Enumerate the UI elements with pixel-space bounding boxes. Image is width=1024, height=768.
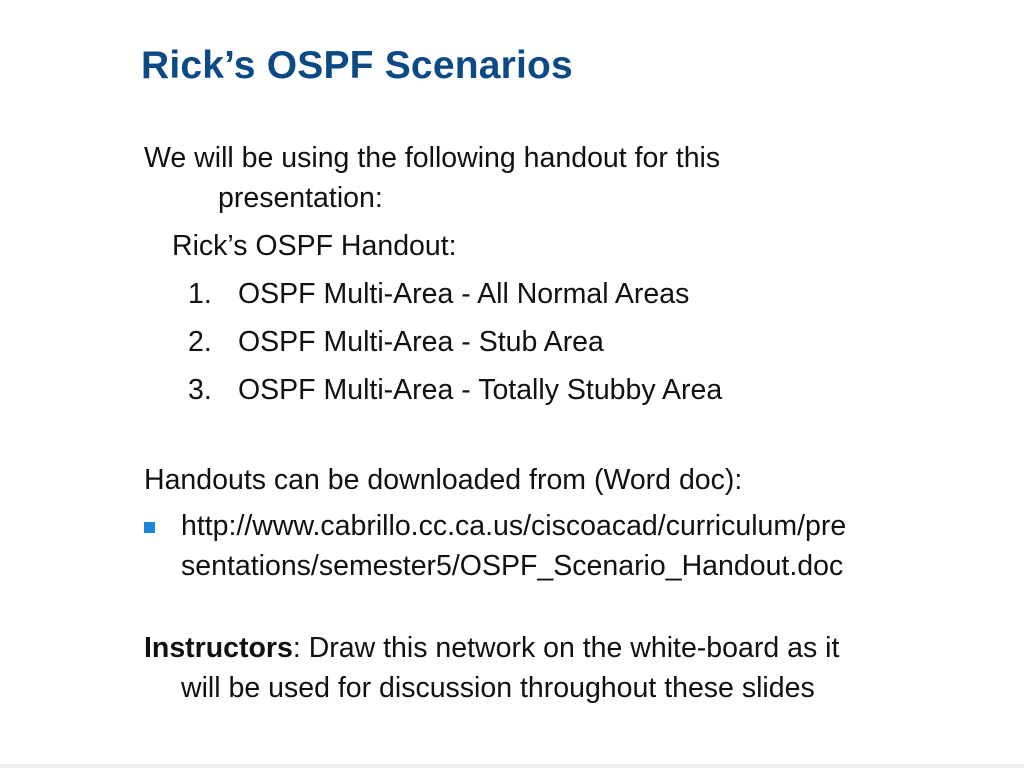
slide-title: Rick’s OSPF Scenarios: [141, 44, 573, 87]
handout-item-number: 3.: [188, 374, 212, 406]
download-url-line-2: sentations/semester5/OSPF_Scenario_Handout.doc: [181, 550, 844, 582]
intro-line-2: presentation:: [218, 182, 383, 214]
handout-item-1: [144, 274, 1004, 314]
handout-item-text: OSPF Multi-Area - Totally Stubby Area: [238, 374, 723, 406]
square-bullet-icon: [144, 522, 155, 533]
handout-item-number: 1.: [188, 278, 212, 310]
instructors-colon: :: [292, 632, 301, 664]
handout-item-2: [144, 322, 1004, 362]
handout-label: Rick’s OSPF Handout:: [172, 230, 457, 262]
instructors-line-1: [144, 628, 1004, 668]
download-url-line-1: http://www.cabrillo.cc.ca.us/ciscoacad/curriculum/pre: [181, 510, 847, 542]
download-url-item: [144, 506, 1004, 586]
bottom-rule: [0, 764, 1024, 768]
spacer: [144, 586, 1004, 628]
handout-item-3: [144, 370, 1004, 410]
handout-item-text: OSPF Multi-Area - All Normal Areas: [238, 278, 690, 310]
intro-paragraph: [144, 138, 1004, 218]
spacer: [144, 410, 1004, 460]
handout-item-text: OSPF Multi-Area - Stub Area: [238, 326, 604, 358]
instructors-label: Instructors: [144, 632, 293, 664]
instructors-paragraph: [144, 628, 1004, 708]
instructors-line-2: will be used for discussion throughout these slides: [181, 672, 815, 704]
intro-line-1: We will be using the following handout for this: [144, 142, 721, 174]
slide-body: [144, 138, 1004, 708]
handout-item-number: 2.: [188, 326, 212, 358]
instructors-text-1: Draw this network on the white-board as it: [300, 632, 840, 664]
download-label: Handouts can be downloaded from (Word doc):: [144, 464, 743, 496]
